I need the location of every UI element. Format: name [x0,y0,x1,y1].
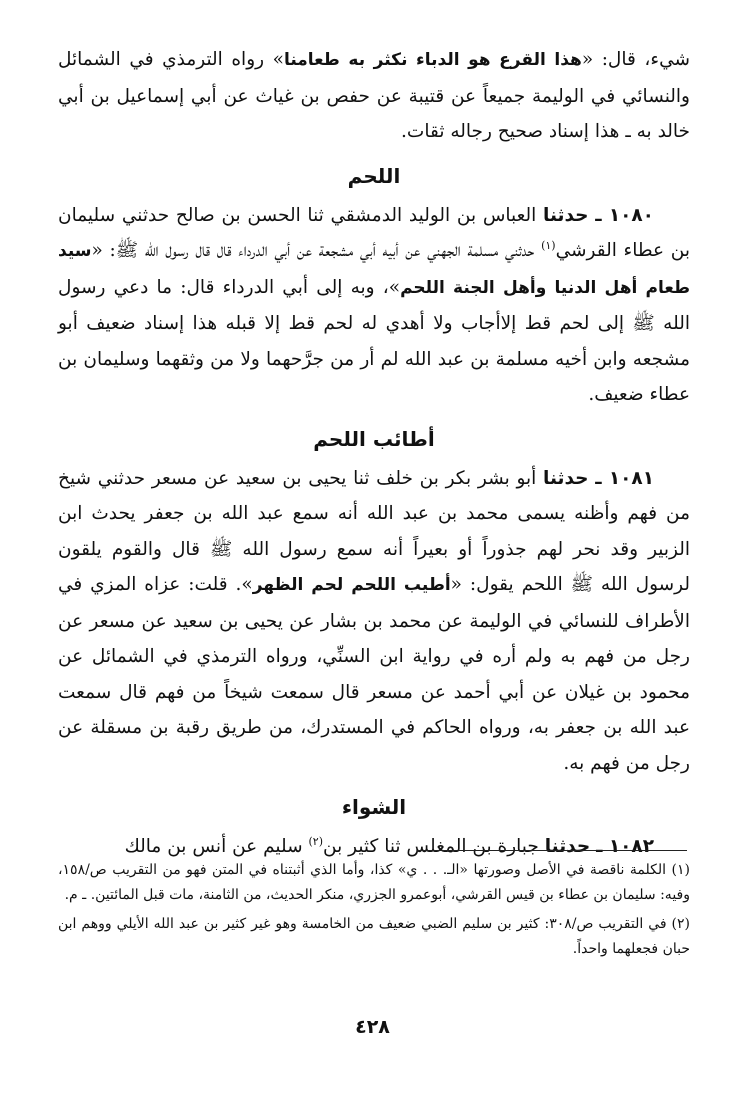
hadith-number: ١٠٨٠ ـ [595,204,654,226]
hadith-text: العباس بن الوليد الدمشقي ثنا الحسن بن صالح حدثني سليمان بن عطاء القرشي [58,204,691,261]
intro-text-start: شيء، قال: « [581,49,691,70]
hadith-text: ». قلت: عزاه المزي في الأطراف للنسائي في الوليمة عن محمد بن بشار عن يحيى بن سعيد عن مسعر عن رجل من فهم به ولم أره في رواية ابن السنِّي، ورواه الترمذي في الشمائل عن محمود بن غيلان عن أبي أحمد عن مسعر قال سمعت شيخاً من فهم قال سمعت عبد الله بن جعفر به، ورواه الحاكم في المستدرك، من طريق رقبة بن مسقلة عن رجل من فهم به. [58,574,690,774]
hadith-1081 [58,461,690,782]
footnote-1: (١) الكلمة ناقصة في الأصل وصورتها «الـ. . . ي» كذا، وأما الذي أثبتناه في المتن فهو من التقريب ص/١٥٨، وفيه: سليمان بن عطاء بن قيس القرشي، أبوعمرو الجزري، منكر الحديث، من الثامنة، مات قبل المائتين. ـ م. [58,862,690,903]
hadith-keyword: حدثنا [544,836,591,857]
intro-text-end: » رواه الترمذي في الشمائل والنسائي في الوليمة جميعاً عن قتيبة عن حفص بن غياث عن أبي إسماعيل بن أبي خالد به ـ هذا إسناد صحيح رجاله ثقات. [58,49,690,142]
hadith-quote: أطيب اللحم لحم الظهر [252,575,451,595]
footnote-ref: (١) [541,238,556,252]
section-heading-meat: اللحم [347,163,401,188]
footnote-divider [417,850,687,851]
footnote-2: (٢) في التقريب ص/٣٠٨: كثير بن سليم الضبي ضعيف من الخامسة وهو غير كثير بن عبد الله الأيلي ووهم ابن حبان فجعلهما واحداً. [58,916,690,957]
intro-hadith-quote: هذا القرع هو الدباء نكثر به طعامنا [283,50,582,70]
hadith-keyword: حدثنا [543,204,589,226]
hadith-keyword: حدثنا [543,467,589,489]
hadith-number: ١٠٨٢ ـ [596,836,654,857]
section-heading-grilling: الشواء [341,795,407,819]
footnotes [58,858,690,966]
footnote-ref: (٢) [308,834,324,848]
hadith-text: سليم عن أنس بن مالك [124,836,309,857]
hadith-quote: سيد طعام أهل الدنيا وأهل الجنة اللحم [58,241,690,298]
hadith-text: »، وبه إلى أبي الدرداء قال: ما دعي رسول الله ﷺ إلى لحم قط إلاأجاب ولا أهدي له لحم قط إلا قبله هذا إسناد ضعيف أبو مشجعه وابن أخيه مسلمة بن عبد الله لم أر من جرَّحهما ولا من وثقهما وسليمان بن عطاء ضعيف. [58,276,690,405]
hadith-text: أبو بشر بكر بن خلف ثنا يحيى بن سعيد عن مسعر حدثني شيخ من فهم وأظنه يسمى محمد بن عبد الله أنه سمع عبد الله بن جعفر يحدث ابن الزبير وقد نحر لهم جذوراً أو بعيراً أنه سمع رسول الله ﷺ قال والقوم يلقون لرسول الله ﷺ اللحم يقول: « [58,467,690,595]
section-heading-best-meat: أطائب اللحم [313,426,435,451]
intro-paragraph [58,42,690,150]
hadith-text: جبارة بن المغلس ثنا كثير بن [323,836,545,857]
hadith-1080 [58,198,690,413]
hadith-text: حدثني مسلمة الجهني عن أبيه أبي مشجعة عن أبي الدرداء قال قال رسول الله ﷺ: « [91,240,542,261]
page-body [58,42,690,865]
hadith-number: ١٠٨١ ـ [595,467,654,489]
page-number: ٤٢٨ [355,1016,390,1038]
